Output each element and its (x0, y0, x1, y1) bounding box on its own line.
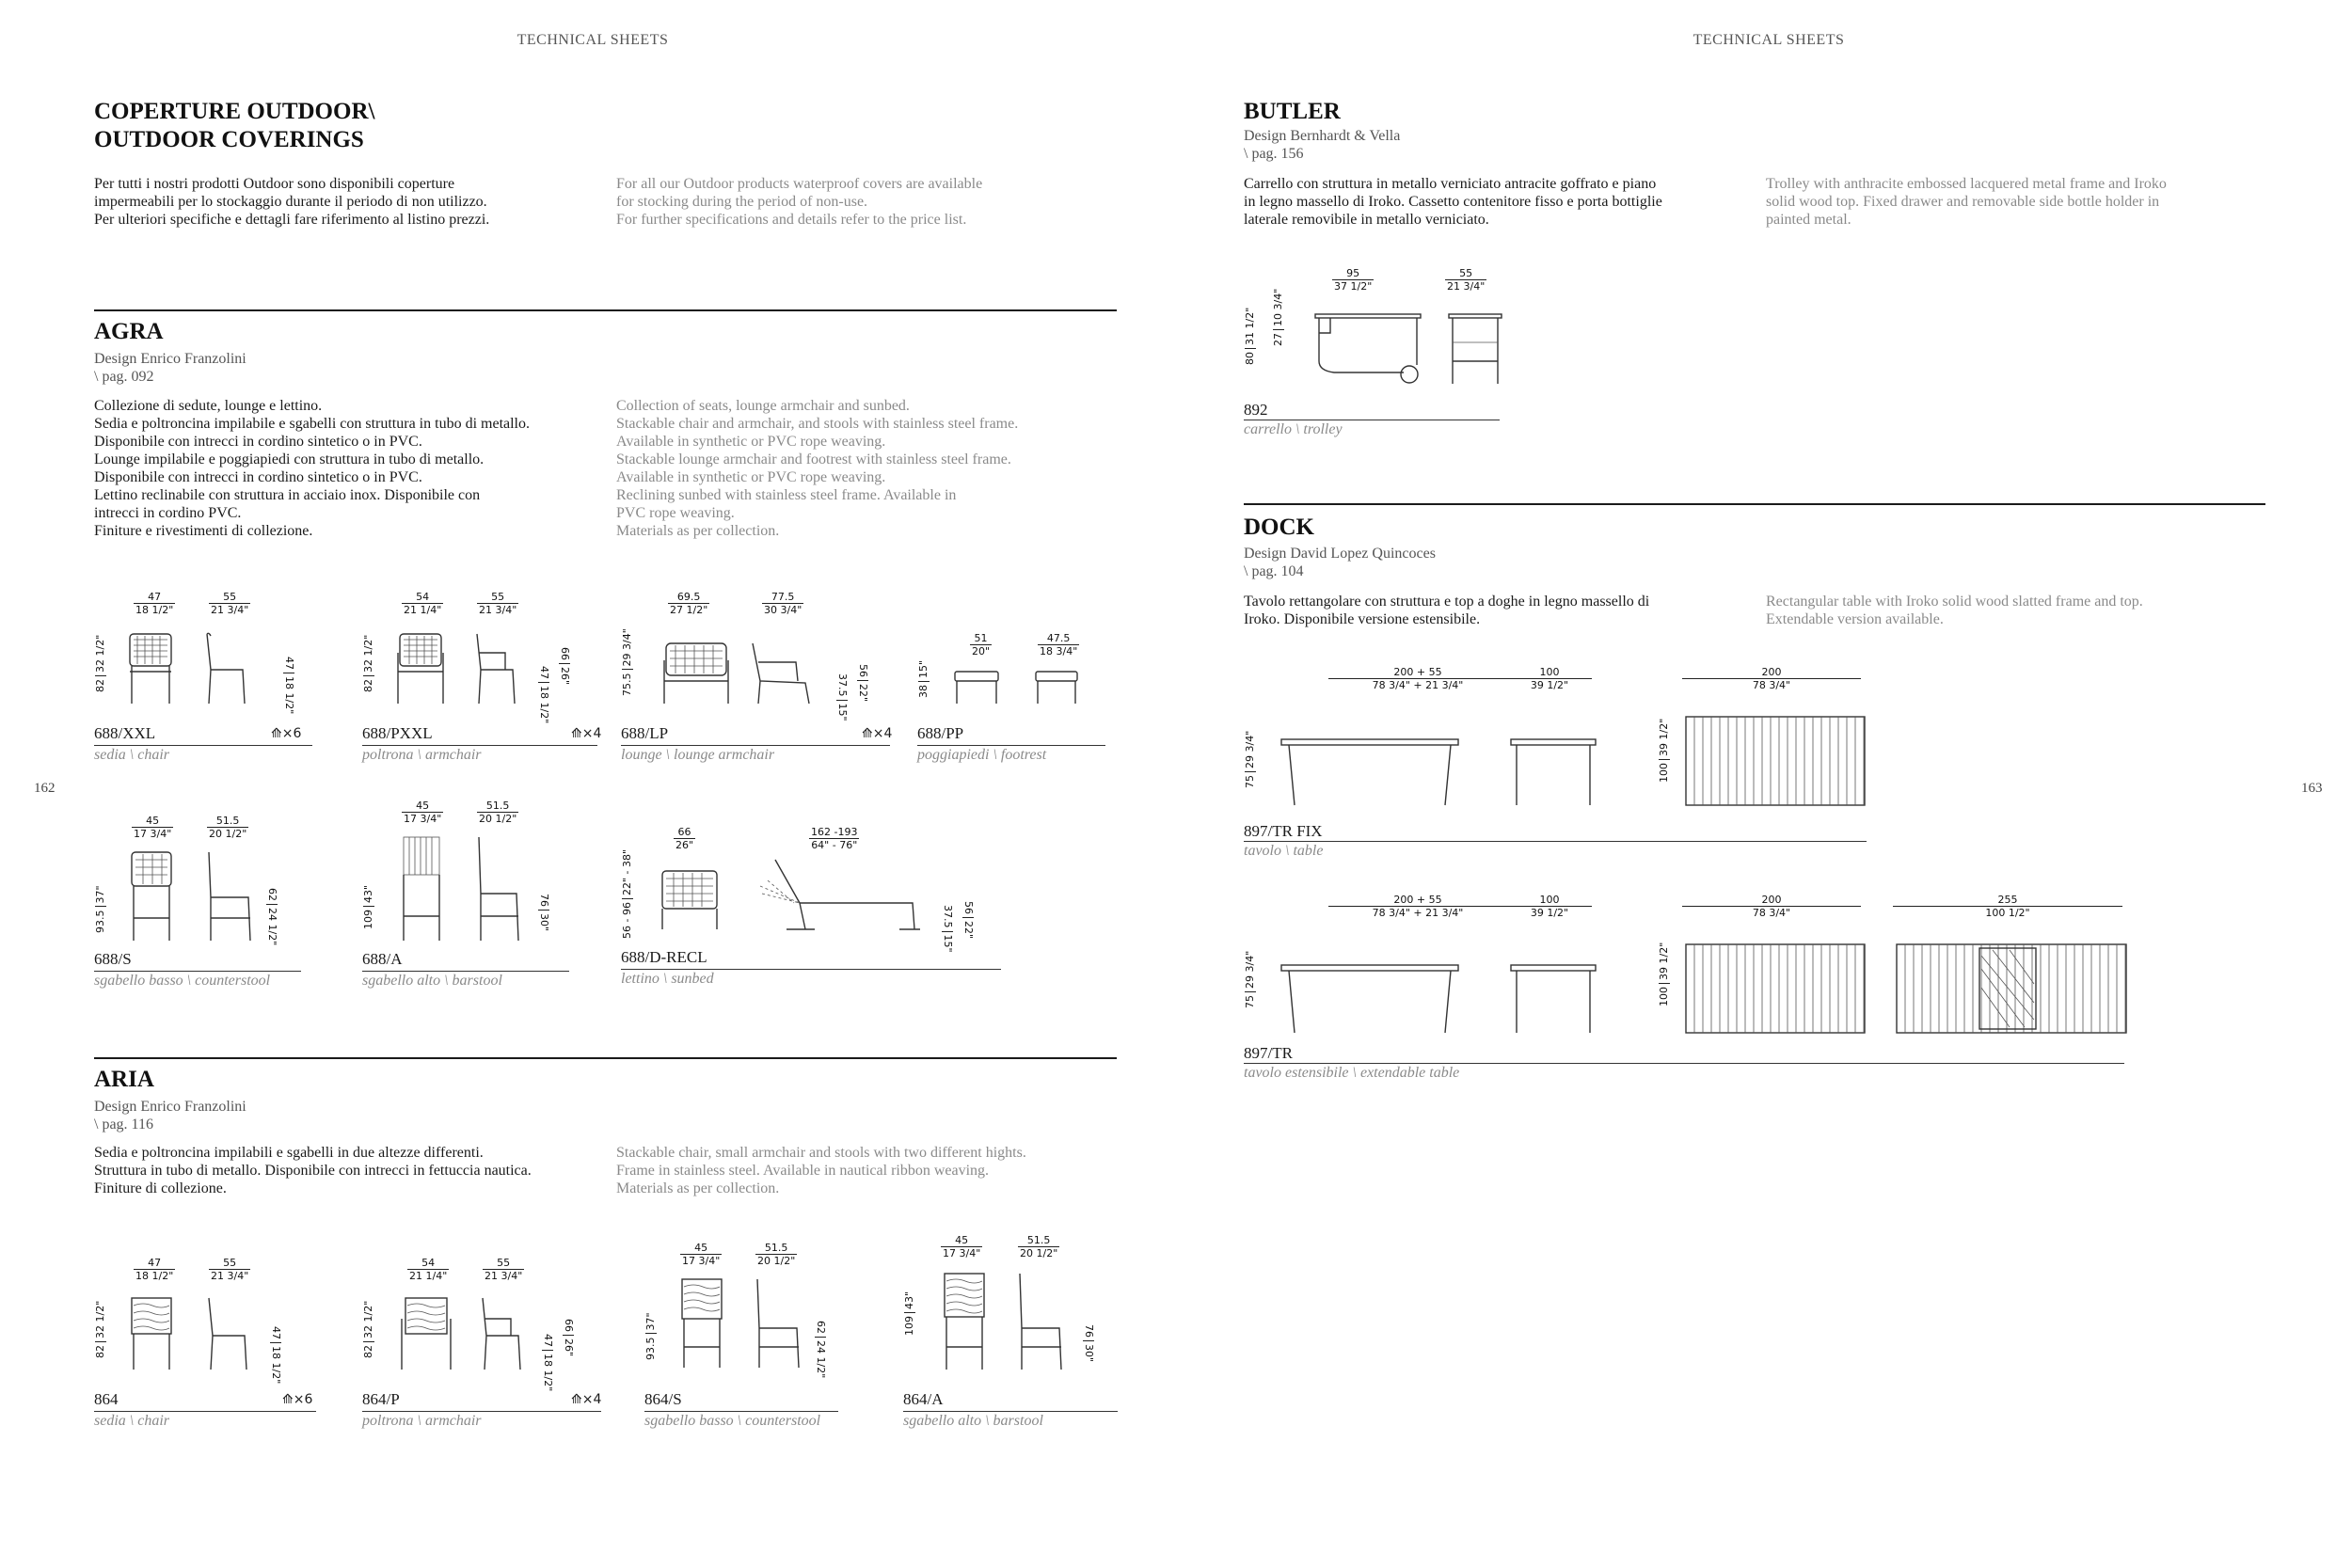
dim-height: 8232 1/2" (94, 634, 106, 692)
table-drawing (1244, 666, 1865, 807)
product-code: 688/XXL (94, 724, 156, 742)
product-caption: sedia \ chair (94, 747, 169, 763)
dock-page-ref: \ pag. 104 (1244, 563, 1304, 579)
dim-seat-height: 4718 1/2" (283, 657, 295, 715)
stackable-icon: ⟰×6 (282, 1392, 313, 1407)
section-rule (94, 309, 1117, 311)
agra-designer: Design Enrico Franzolini (94, 351, 246, 367)
running-head-left: TECHNICAL SHEETS (516, 32, 669, 48)
outdoor-text-en: For all our Outdoor products waterproof covers are available for stocking during the period of non-use. For further specifications and details refer to the price list. (616, 176, 983, 228)
page-left: TECHNICAL SHEETS 162 COPERTURE OUTDOOR\ OUTDOOR COVERINGS Per tutti i nostri prodotti Outdoor sono disponibili coperture impermeabili per lo stockaggio durante il periodo di non utilizzo. Per ulteriori specifiche e dettagli fare riferimento al listino prezzi. For all our Outdoor products waterproof covers are available for stocking during the period of non-use. For further specifications and details refer to the price list. AGRA Design Enrico Franzolini \ pag. 092 Collezione di sedute, lounge e lettino. Sedia e poltroncina impilabile e sgabelli con struttura in tubo di metallo. Disponibile con intrecci in cordino sintetico o in PVC. Lounge impilabile e poggiapiedi con struttura in tubo di metallo. Disponibile con intrecci in cordino sintetico o in PVC. Lettino reclinabile con struttura in acciaio inox. Disponibile con intrecci in cordino PVC. Finiture e rivestimenti di collezione. Collection of seats, lounge armchair and sunbed. Stackable chair and armchair, and stools with stainless steel frame. Available in synthetic or PVC rope weaving. Stackable lounge armchair and footrest with stainless steel frame. Available in synthetic or PVC rope weaving. Reclining sunbed with stainless steel frame. Available in PVC rope weaving. Materials as per collection. 47 18 1/2" 55 21 3/4" 8232 1/2" 4718 1/2" 688/XXL ⟰×6 sedia \ chair 54 21 1/4" 55 21 3/4" 8232 1/2" 4718 1/2" 6626" 688/PXXL ⟰×4 poltrona \ armchair 69.5 27 1/2" 77.5 30 3/4" 75.529 3/4" 37.515" 5622" 688/LP ⟰×4 lounge \ lounge armchair 51 20" 47.5 18 3/4" 3815" 688/PP poggiapiedi \ footrest 45 17 3/4" 51.5 20 1/2" 93.537" 6224 1/2" 688/S sgabello basso \ counterstool 45 17 3/4" 51.5 20 1/2" 10943" 7630" 688/A sgabello alto \ barstool 66 26" 162 -193 64" - 76" 56 - 9622" - 38" 37.515" 5622" 688/D-RECL lettino \ sunbed ARIA Design Enrico Franzolini \ pag. 116 Sedia e poltroncina impilabili e sgabelli in due altezze differenti. Struttura in tubo di metallo. Disponibile con intrecci in fettuccia nautica. Finiture di collezione. Stackable chair, small armchair and stools with two different hights. Frame in stainless steel. Available in nautical ribbon weaving. Materials as per collection. 47 18 1/2" 55 21 3/4" 8232 1/2" 4718 1/2" 864 ⟰×6 sedia \ chair 54 21 1/4" 55 21 3/4" 8232 1/2" 4718 1/2" 6626" 864/P ⟰×4 poltrona \ armchair 45 17 3/4" 51.5 20 1/2" 93.537" 6224 1/2" 864/S sgabello basso \ counterstool 45 17 3/4" 51.5 20 1/2" 10943" 7630" 864/A sgabello alto \ barstool (0, 0, 1176, 1568)
barstool-drawing (903, 1234, 1110, 1370)
dock-text-en: Rectangular table with Iroko solid wood slatted frame and top. Extendable version available. (1766, 594, 2143, 627)
dim-width: 47 18 1/2" (135, 591, 174, 616)
dock-text-it: Tavolo rettangolare con struttura e top a doghe in legno massello di Iroko. Disponibile versione estensibile. (1244, 594, 1650, 627)
extendable-table-drawing (1244, 894, 2128, 1035)
butler-text-it: Carrello con struttura in metallo verniciato antracite goffrato e piano in legno massello di Iroko. Cassetto contenitore fisso e porta bottiglie laterale removibile in metallo verniciato. (1244, 176, 1662, 228)
armchair-front-drawing (362, 591, 569, 704)
running-head-right: TECHNICAL SHEETS (1692, 32, 1845, 48)
chair-front-drawing (94, 1257, 301, 1370)
trolley-drawing (1244, 267, 1507, 389)
butler-page-ref: \ pag. 156 (1244, 146, 1304, 162)
page-right: TECHNICAL SHEETS 163 BUTLER Design Bernhardt & Vella \ pag. 156 Carrello con struttura in metallo verniciato antracite goffrato e piano in legno massello di Iroko. Cassetto contenitore fisso e porta bottiglie laterale removibile in metallo verniciato. Trolley with anthracite embossed lacquered metal frame and Iroko solid wood top. Fixed drawer and removable side bottle holder in painted metal. 95 37 1/2" 55 21 3/4" 8031 1/2" 2710 3/4" 892 carrello \ trolley DOCK Design David Lopez Quincoces \ pag. 104 Tavolo rettangolare con struttura e top a doghe in legno massello di Iroko. Disponibile versione estensibile. Rectangular table with Iroko solid wood slatted frame and top. Extendable version available. 200 + 55 78 3/4" + 21 3/4" 100 39 1/2" 200 78 3/4" 7529 3/4" 10039 1/2" 897/TR FIX tavolo \ table 200 + 55 78 3/4" + 21 3/4" 100 39 1/2" 200 78 3/4" 255 100 1/2" 7529 3/4" 10039 1/2" 897/TR tavolo estensibile \ extendable table (1176, 0, 2352, 1568)
aria-designer: Design Enrico Franzolini (94, 1099, 246, 1115)
section-rule (94, 1057, 1117, 1059)
outdoor-title-line1: COPERTURE OUTDOOR\ (94, 99, 375, 124)
footrest-drawing (917, 632, 1105, 707)
counterstool-drawing (644, 1242, 851, 1368)
barstool-drawing (362, 800, 569, 941)
aria-page-ref: \ pag. 116 (94, 1117, 153, 1132)
stackable-icon: ⟰×4 (571, 1392, 602, 1407)
butler-title: BUTLER (1244, 99, 1341, 124)
aria-text-en: Stackable chair, small armchair and stools with two different hights. Frame in stainless steel. Available in nautical ribbon weaving. Materials as per collection. (616, 1145, 1026, 1196)
page-number-right: 163 (2301, 781, 2323, 796)
outdoor-title-line2: OUTDOOR COVERINGS (94, 127, 364, 152)
armchair-front-drawing (362, 1257, 569, 1370)
outdoor-text-it: Per tutti i nostri prodotti Outdoor sono disponibili coperture impermeabili per lo stockaggio durante il periodo di non utilizzo. Per ulteriori specifiche e dettagli fare riferimento al listino prezzi. (94, 176, 490, 228)
stackable-icon: ⟰×4 (571, 726, 602, 741)
stackable-icon: ⟰×4 (862, 726, 893, 741)
dock-designer: Design David Lopez Quincoces (1244, 546, 1436, 562)
chair-front-drawing (94, 591, 301, 704)
stackable-icon: ⟰×6 (271, 726, 302, 741)
agra-text-en: Collection of seats, lounge armchair and sunbed. Stackable chair and armchair, and stools with stainless steel frame. Available in synthetic or PVC rope weaving. Stackable lounge armchair and footrest with stainless steel frame. Available in synthetic or PVC rope weaving. Reclining sunbed with stainless steel frame. Available in PVC rope weaving. Materials as per collection. (616, 398, 1019, 539)
sunbed-drawing (621, 826, 941, 939)
page-number-left: 162 (34, 781, 56, 796)
counterstool-drawing (94, 815, 301, 941)
agra-title: AGRA (94, 319, 164, 344)
butler-text-en: Trolley with anthracite embossed lacquered metal frame and Iroko solid wood top. Fixed drawer and removable side bottle holder in painted metal. (1766, 176, 2167, 228)
lounge-drawing (621, 591, 866, 704)
agra-text-it: Collezione di sedute, lounge e lettino. Sedia e poltroncina impilabile e sgabelli con struttura in tubo di metallo. Disponibile con intrecci in cordino sintetico o in PVC. Lounge impilabile e poggiapiedi con struttura in tubo di metallo. Disponibile con intrecci in cordino sintetico o in PVC. Lettino reclinabile con struttura in acciaio inox. Disponibile con intrecci in cordino PVC. Finiture e rivestimenti di collezione. (94, 398, 530, 539)
dim-depth: 55 21 3/4" (211, 591, 249, 616)
dock-title: DOCK (1244, 515, 1314, 540)
section-rule (1244, 503, 2265, 505)
aria-title: ARIA (94, 1067, 154, 1092)
agra-page-ref: \ pag. 092 (94, 369, 154, 385)
butler-designer: Design Bernhardt & Vella (1244, 128, 1401, 144)
aria-text-it: Sedia e poltroncina impilabili e sgabelli in due altezze differenti. Struttura in tubo di metallo. Disponibile con intrecci in fettuccia nautica. Finiture di collezione. (94, 1145, 532, 1196)
item-underline (94, 745, 312, 746)
